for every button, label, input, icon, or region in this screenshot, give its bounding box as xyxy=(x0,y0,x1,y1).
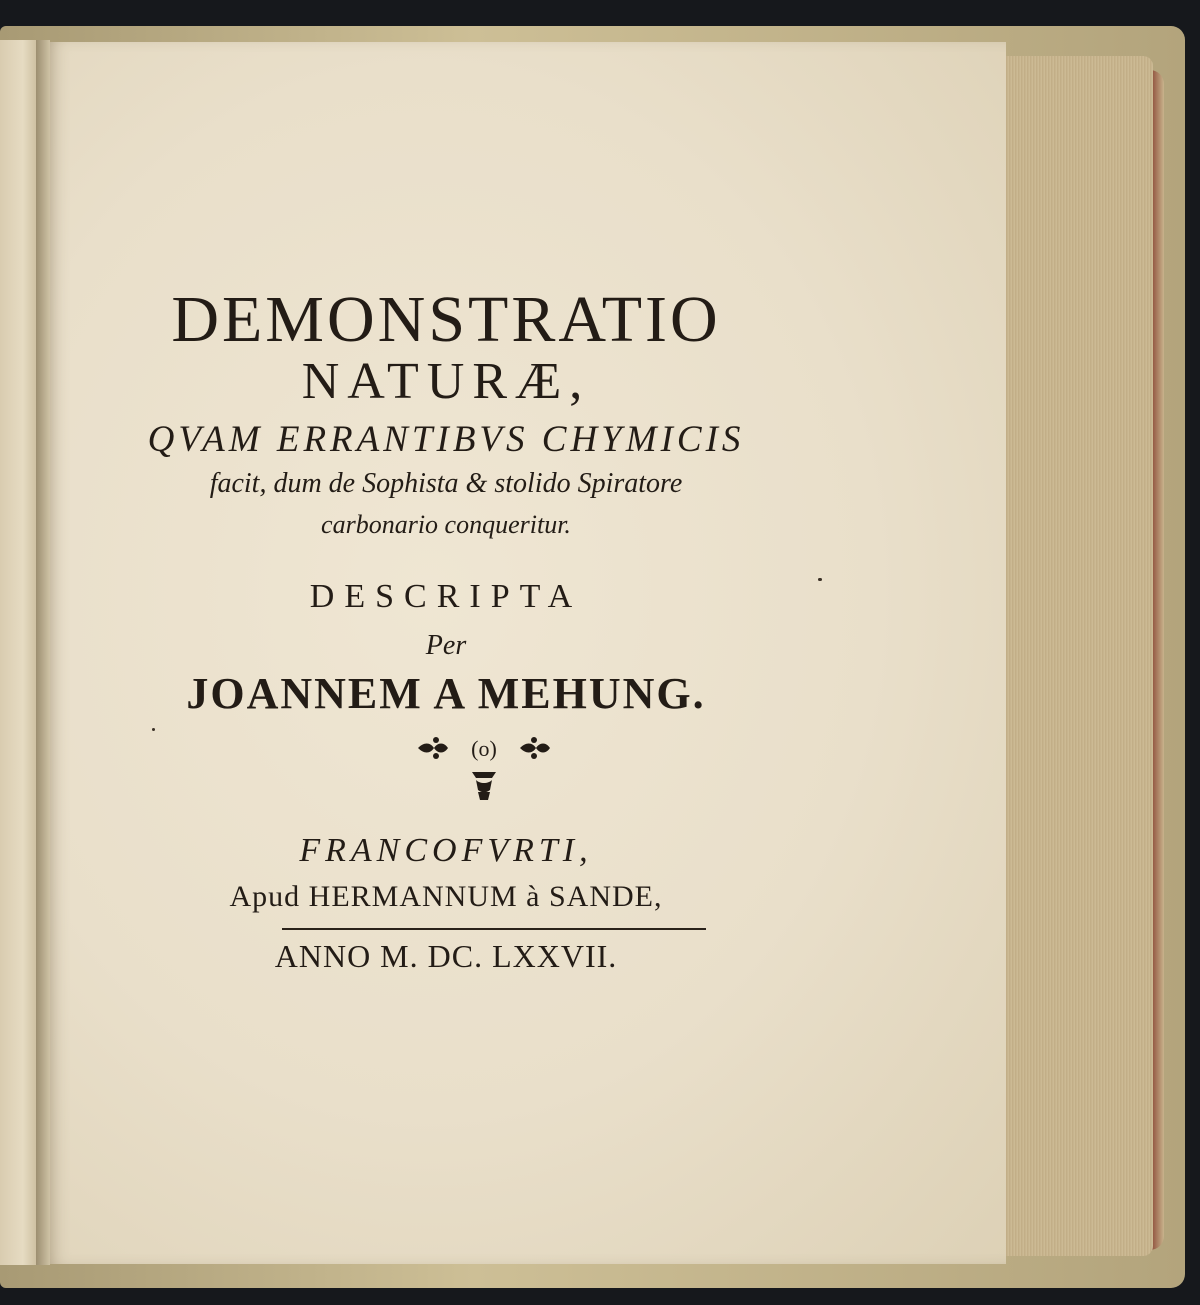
page-fore-edge xyxy=(1003,56,1153,1256)
publication-year: ANNO M. DC. LXXVII. xyxy=(274,938,618,974)
title-line-1: DEMONSTRATIO xyxy=(171,283,721,356)
title-line-2: NATURÆ, xyxy=(301,353,591,410)
place-of-publication: FRANCOFVRTI, xyxy=(299,832,593,869)
printer-ornament-icon xyxy=(414,728,554,806)
horizontal-rule xyxy=(282,928,706,930)
ornament-text: (o) xyxy=(471,736,497,761)
per-label: Per xyxy=(425,630,467,661)
subtitle-line-3: carbonario conqueritur. xyxy=(321,510,571,539)
subtitle-line-1: QVAM ERRANTIBVS CHYMICIS xyxy=(147,419,745,460)
descripta-heading: DESCRIPTA xyxy=(309,578,583,615)
subtitle-line-2: facit, dum de Sophista & stolido Spiratore xyxy=(209,468,683,499)
paper-speck xyxy=(818,578,822,581)
paper-speck xyxy=(152,728,155,731)
author-name: JOANNEM A MEHUNG. xyxy=(186,669,706,718)
publisher: Apud HERMANNUM à SANDE, xyxy=(229,880,663,913)
left-page xyxy=(0,40,38,1265)
